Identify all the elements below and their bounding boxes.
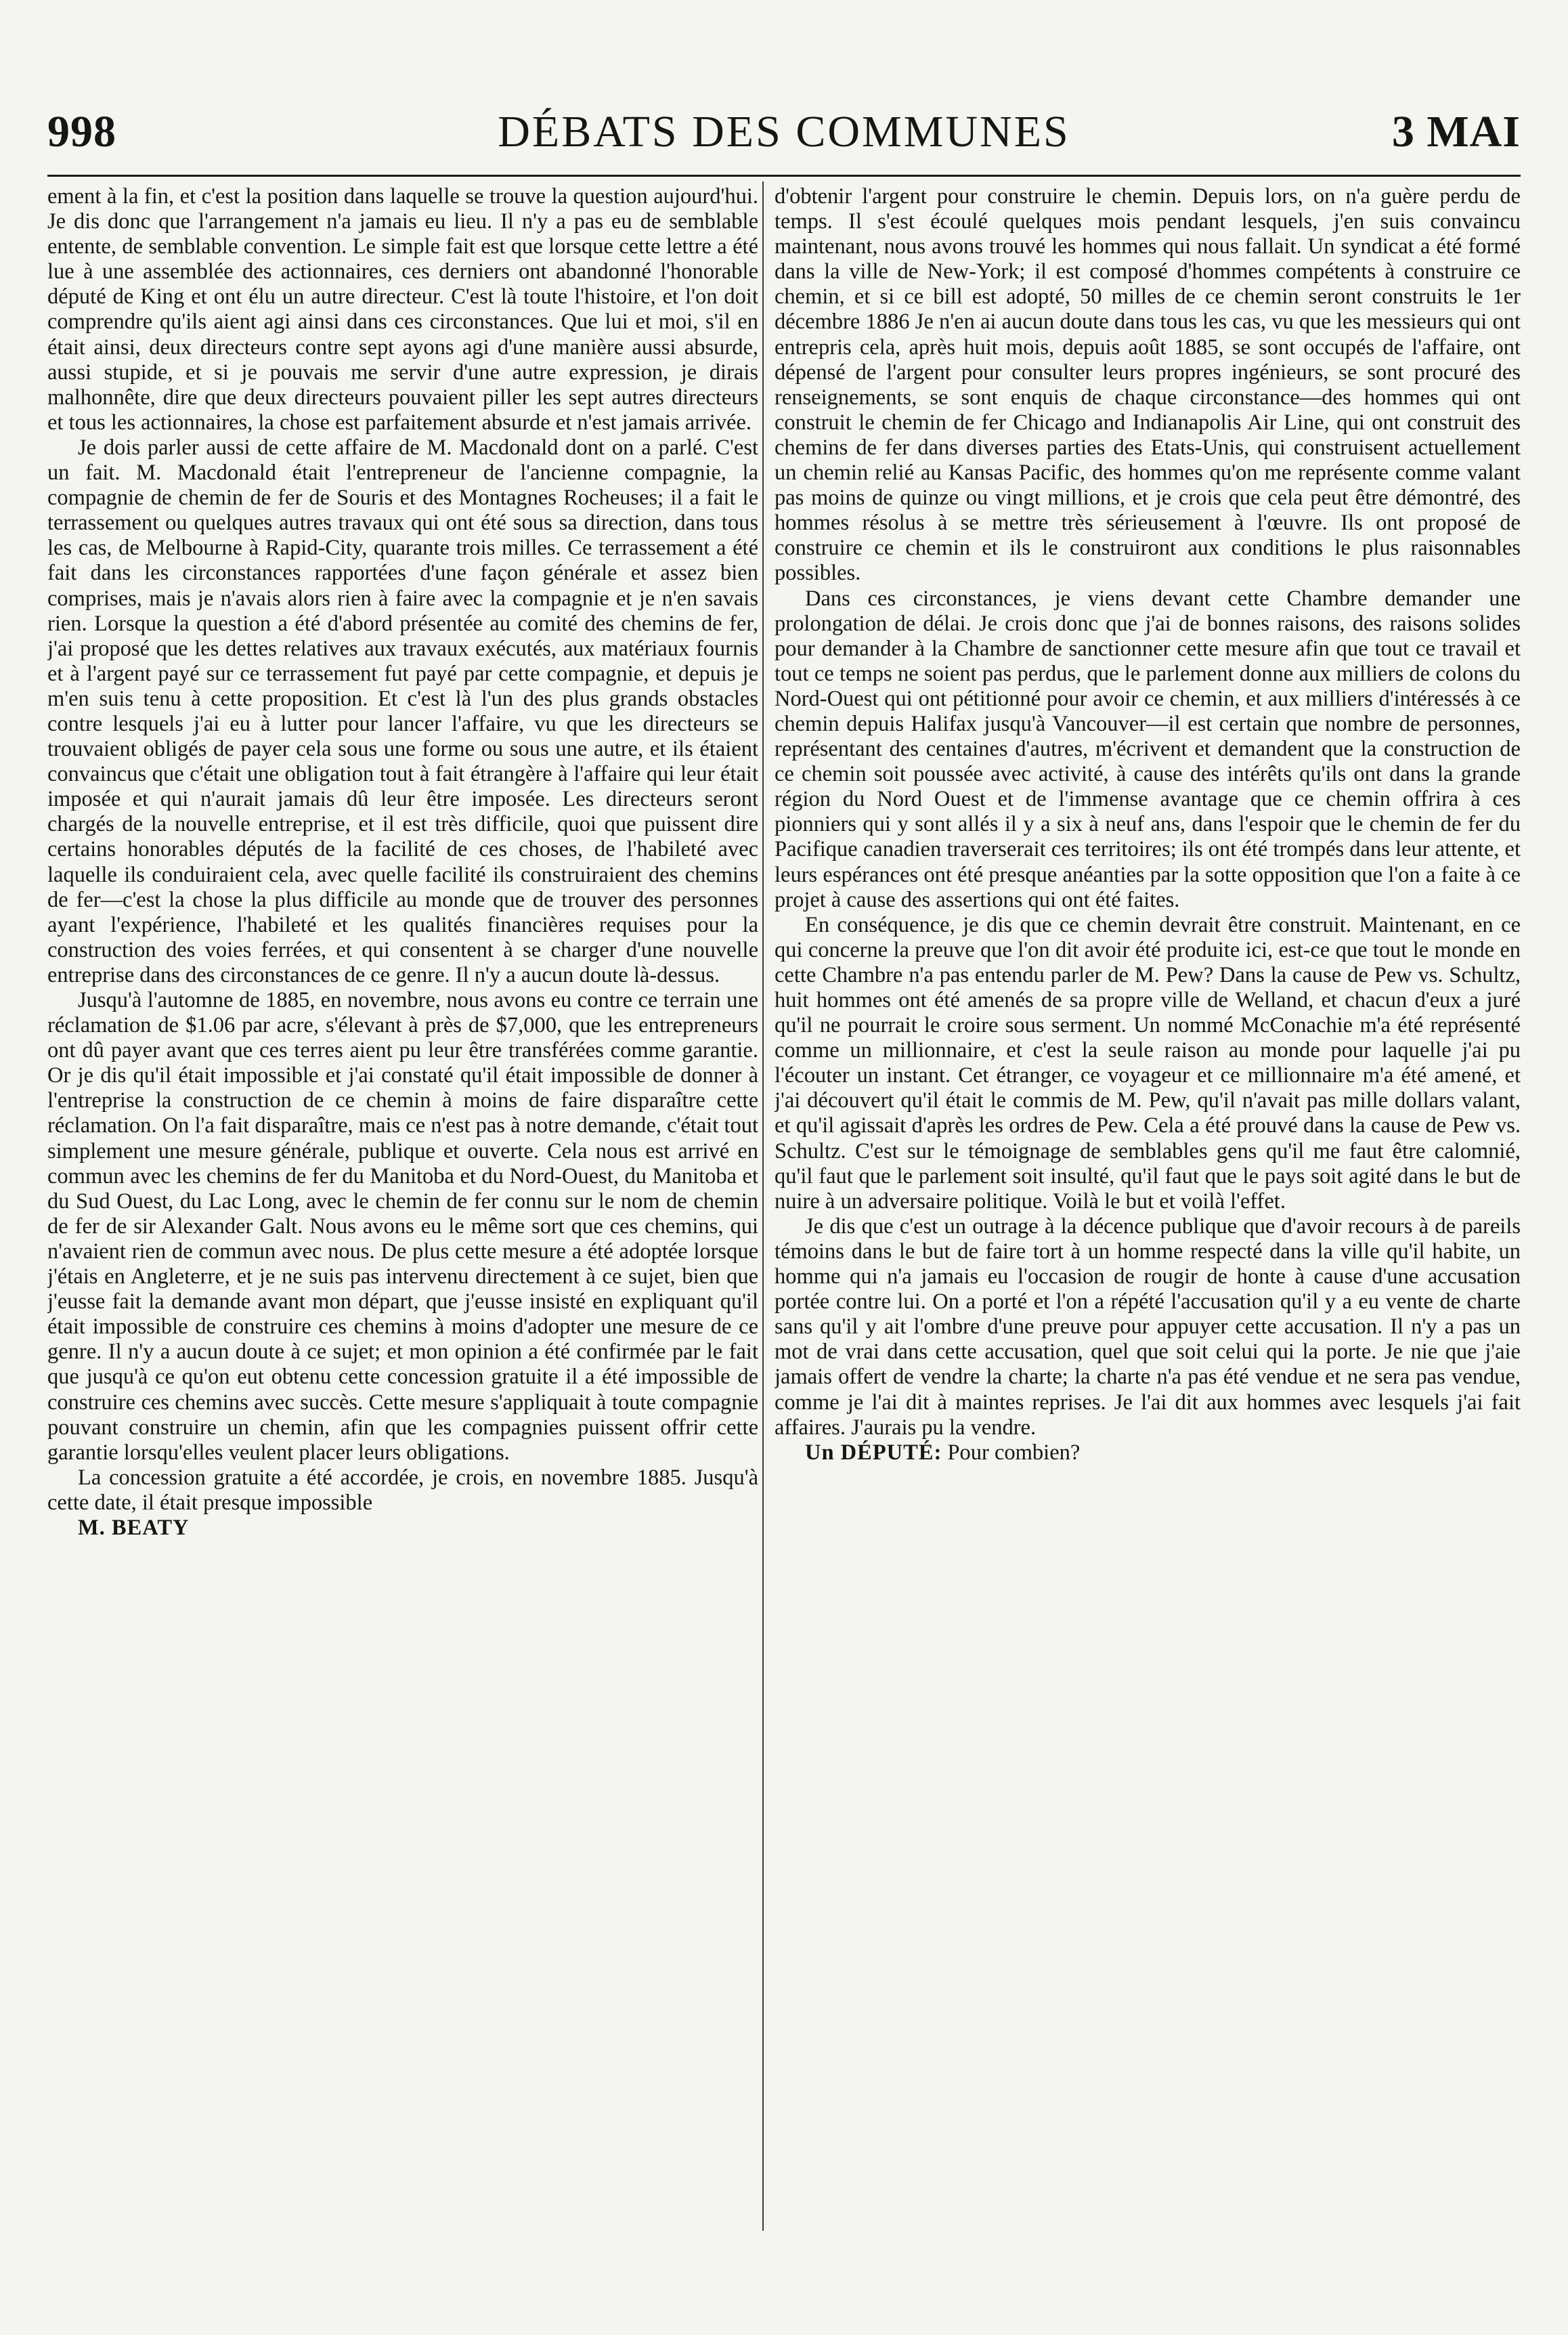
speaker-marker: M. BEATY: [78, 1515, 190, 1540]
left-column: [47, 184, 758, 2229]
interjection-text: Pour combien?: [947, 1440, 1081, 1465]
paragraph: Jusqu'à l'automne de 1885, en novembre, nous avons eu contre ce terrain une réclamation de $1.06 par acre, s'élevant à près de $7,000, que les entrepreneurs ont dû payer avant que ces terres aient pu leur être transférées comme garantie. Or je dis qu'il était impossible et j'ai constaté qu'il était impossible de donner à l'entreprise la construction de ce chemin à moins de faire disparaître cette réclamation. On l'a fait disparaître, mais ce n'est pas à notre demande, c'était tout simplement une mesure générale, publique et ouverte. Cela nous est arrivé en commun avec les chemins de fer du Manitoba et du Nord-Ouest, du Manitoba et du Sud Ouest, du Lac Long, avec le chemin de fer connu sur le nom de chemin de fer de sir Alexander Galt. Nous avons eu le même sort que ces chemins, qui n'avaient rien de commun avec nous. De plus cette mesure a été adoptée lorsque j'étais en Angleterre, et je ne suis pas intervenu directement à ce sujet, bien que j'eusse fait la demande avant mon départ, que j'eusse insisté en expliquant qu'il était impossible de construire ces chemins à moins d'adopter une mesure de ce genre. Il n'y a aucun doute à ce sujet; et mon opinion a été confirmée par le fait que jusqu'à ce qu'on eut obtenu cette concession gratuite il a été impossible de construire ces chemins avec succès. Cette mesure s'appliquait à toute compagnie pouvant construire un chemin, afin que les compagnies puissent offrir cette garantie lorsqu'elles veulent placer leurs obligations.: [47, 988, 758, 1465]
interjection: [775, 1440, 1521, 1465]
paragraph: Je dois parler aussi de cette affaire de M. Macdonald dont on a parlé. C'est un fait. M. Macdonald était l'entrepreneur de l'ancienne compagnie, la compagnie de chemin de fer de Souris et des Montagnes Rocheuses; il a fait le terrassement ou quelques autres travaux qui ont été sous sa direction, dans tous les cas, de Melbourne à Rapid-City, quarante trois milles. Ce terrassement a été fait dans les circonstances rapportées d'une façon générale et assez bien comprises, mais je n'avais alors rien à faire avec la compagnie et je n'en savais rien. Lorsque la question a été d'abord présentée au comité des chemins de fer, j'ai proposé que les dettes relatives aux travaux exécutés, aux matériaux fournis et à l'argent payé sur ce terrassement fut payé par cette compagnie, et depuis je m'en suis tenu à cette proposition. Et c'est là l'un des plus grands obstacles contre lesquels j'ai eu à lutter pour lancer l'affaire, vu que les directeurs se trouvaient obligés de payer cela sous une forme ou sous une autre, et ils étaient convaincus que c'était une obligation tout à fait étrangère à l'affaire qui leur était imposée et qui n'aurait jamais dû leur être imposée. Les directeurs seront chargés de la nouvelle entreprise, et il est très difficile, quoi que puissent dire certains honorables députés de la facilité de ces choses, de l'habileté avec laquelle ils conduiraient cela, avec quelle facilité ils construiraient des chemins de fer—c'est la chose la plus difficile au monde que de trouver des personnes ayant l'expérience, l'habileté et les qualités financières requises pour la construction des voies ferrées, et qui consentent à se charger d'une nouvelle entreprise dans des circonstances de ce genre. Il n'y a aucun doute là-dessus.: [47, 435, 758, 987]
right-column: [775, 184, 1521, 2229]
paragraph: Je dis que c'est un outrage à la décence publique que d'avoir recours à de pareils témoins dans le but de faire tort à un homme respecté dans la ville qu'il habite, un homme qui n'a jamais eu l'occasion de rougir de honte à cause d'une accusation portée contre lui. On a porté et l'on a répété l'accusation qu'il y a eu vente de charte sans qu'il y ait l'ombre d'une preuve pour appuyer cette accusation. Il n'y a pas un mot de vrai dans cette accusation, quel que soit celui qui la porte. Je nie que j'aie jamais offert de vendre la charte; la charte n'a pas été vendue et ne sera pas vendue, comme je l'ai dit à maintes reprises. Je l'ai dit aux hommes avec lesquels j'ai fait affaires. J'aurais pu la vendre.: [775, 1214, 1521, 1440]
paragraph: ement à la fin, et c'est la position dans laquelle se trouve la question aujourd'hui. Je dis donc que l'arrangement n'a jamais eu lieu. Il n'y a pas eu de semblable entente, de semblable convention. Le simple fait est que lorsque cette lettre a été lue à une assemblée des actionnaires, ces derniers ont abandonné l'honorable député de King et ont élu un autre directeur. C'est là toute l'histoire, et l'on doit comprendre qu'ils aient agi ainsi dans ces circonstances. Que lui et moi, s'il en était ainsi, deux directeurs contre sept ayons agi d'une manière aussi absurde, aussi stupide, et si je pouvais me servir d'une autre expression, je dirais malhonnête, dire que deux directeurs pouvaient piller les sept autres directeurs et tous les actionnaires, la chose est parfaitement absurde et n'est jamais arrivée.: [47, 184, 758, 435]
paragraph: En conséquence, je dis que ce chemin devrait être construit. Maintenant, en ce qui concerne la preuve que l'on dit avoir été produite ici, est-ce que tout le monde en cette Chambre n'a pas entendu parler de M. Pew? Dans la cause de Pew vs. Schultz, huit hommes ont été amenés de sa propre ville de Welland, et chacun d'eux a juré qu'il ne pourrait le croire sous serment. Un nommé McConachie m'a été représenté comme un millionnaire, et c'est la seule raison au monde pour laquelle j'ai pu l'écouter un instant. Cet étranger, ce voyageur et ce millionnaire m'a été amené, et j'ai découvert qu'il était le commis de M. Pew, qu'il n'avait pas mille dollars valant, et qu'il agissait d'après les ordres de Pew. Cela a été prouvé dans la cause de Pew vs. Schultz. C'est sur le témoignage de semblables gens qu'il me faut être calomnié, qu'il faut que le parlement soit insulté, qu'il faut que le pays soit agité dans le but de nuire à un adversaire politique. Voilà le but et voilà l'effet.: [775, 912, 1521, 1214]
page-number: 998: [47, 107, 116, 156]
header-rule: [47, 175, 1521, 177]
column-divider: [762, 181, 764, 2231]
page-date: 3 MAI: [1391, 107, 1521, 156]
publication-title: DÉBATS DES COMMUNES: [498, 107, 1070, 156]
paragraph: d'obtenir l'argent pour construire le chemin. Depuis lors, on n'a guère perdu de temps. Il s'est écoulé quelques mois pendant lesquels, j'en suis convaincu maintenant, nous avons trouvé les hommes qui nous fallait. Un syndicat a été formé dans la ville de New-York; il est composé d'hommes compétents à construire ce chemin, et si ce bill est adopté, 50 milles de ce chemin seront construits le 1er décembre 1886 Je n'en ai aucun doute dans tous les cas, vu que les messieurs qui ont entrepris cela, après huit mois, depuis août 1885, se sont occupés de l'affaire, ont dépensé de l'argent pour consulter leurs propres ingénieurs, se sont procuré des renseignements, se sont enquis de chaque circonstance—des hommes qui ont construit le chemin de fer Chicago and Indianapolis Air Line, qui ont construit des chemins de fer dans diverses parties des Etats-Unis, qui construisent actuellement un chemin relié au Kansas Pacific, des hommes qu'on me représente comme valant pas moins de quinze ou vingt millions, et je crois que cela peut être démontré, des hommes résolus à se mettre très sérieusement à l'œuvre. Ils ont proposé de construire ce chemin et ils le construiront aux conditions le plus raisonnables possibles.: [775, 184, 1521, 586]
paragraph: Dans ces circonstances, je viens devant cette Chambre demander une prolongation de délai. Je crois donc que j'ai de bonnes raisons, des raisons solides pour demander à la Chambre de sanctionner cette mesure afin que tout ce travail et tout ce temps ne soient pas perdus, que le parlement donne aux milliers de colons du Nord-Ouest qui ont pétitionné pour avoir ce chemin, et aux milliers d'intéressés à ce chemin depuis Halifax jusqu'à Vancouver—il est certain que nombre de personnes, représentant des centaines d'autres, m'écrivent et demandent que la construction de ce chemin soit poussée avec activité, à cause des intérêts qu'ils ont dans la grande région du Nord Ouest et de l'immense avantage que ce chemin offrira à ces pionniers qui y sont allés il y a six à neuf ans, dans l'espoir que le chemin de fer du Pacifique canadien traverserait ces territoires; ils ont été trompés dans leur attente, et leurs espérances ont été presque anéanties par la sotte opposition que l'on a faite à ce projet à cause des assertions qui ont été faites.: [775, 586, 1521, 912]
interjection-speaker: Un DÉPUTÉ:: [805, 1440, 942, 1465]
running-head: [47, 102, 1521, 163]
paragraph: La concession gratuite a été accordée, je crois, en novembre 1885. Jusqu'à cette date, il était presque impossible: [47, 1465, 758, 1515]
